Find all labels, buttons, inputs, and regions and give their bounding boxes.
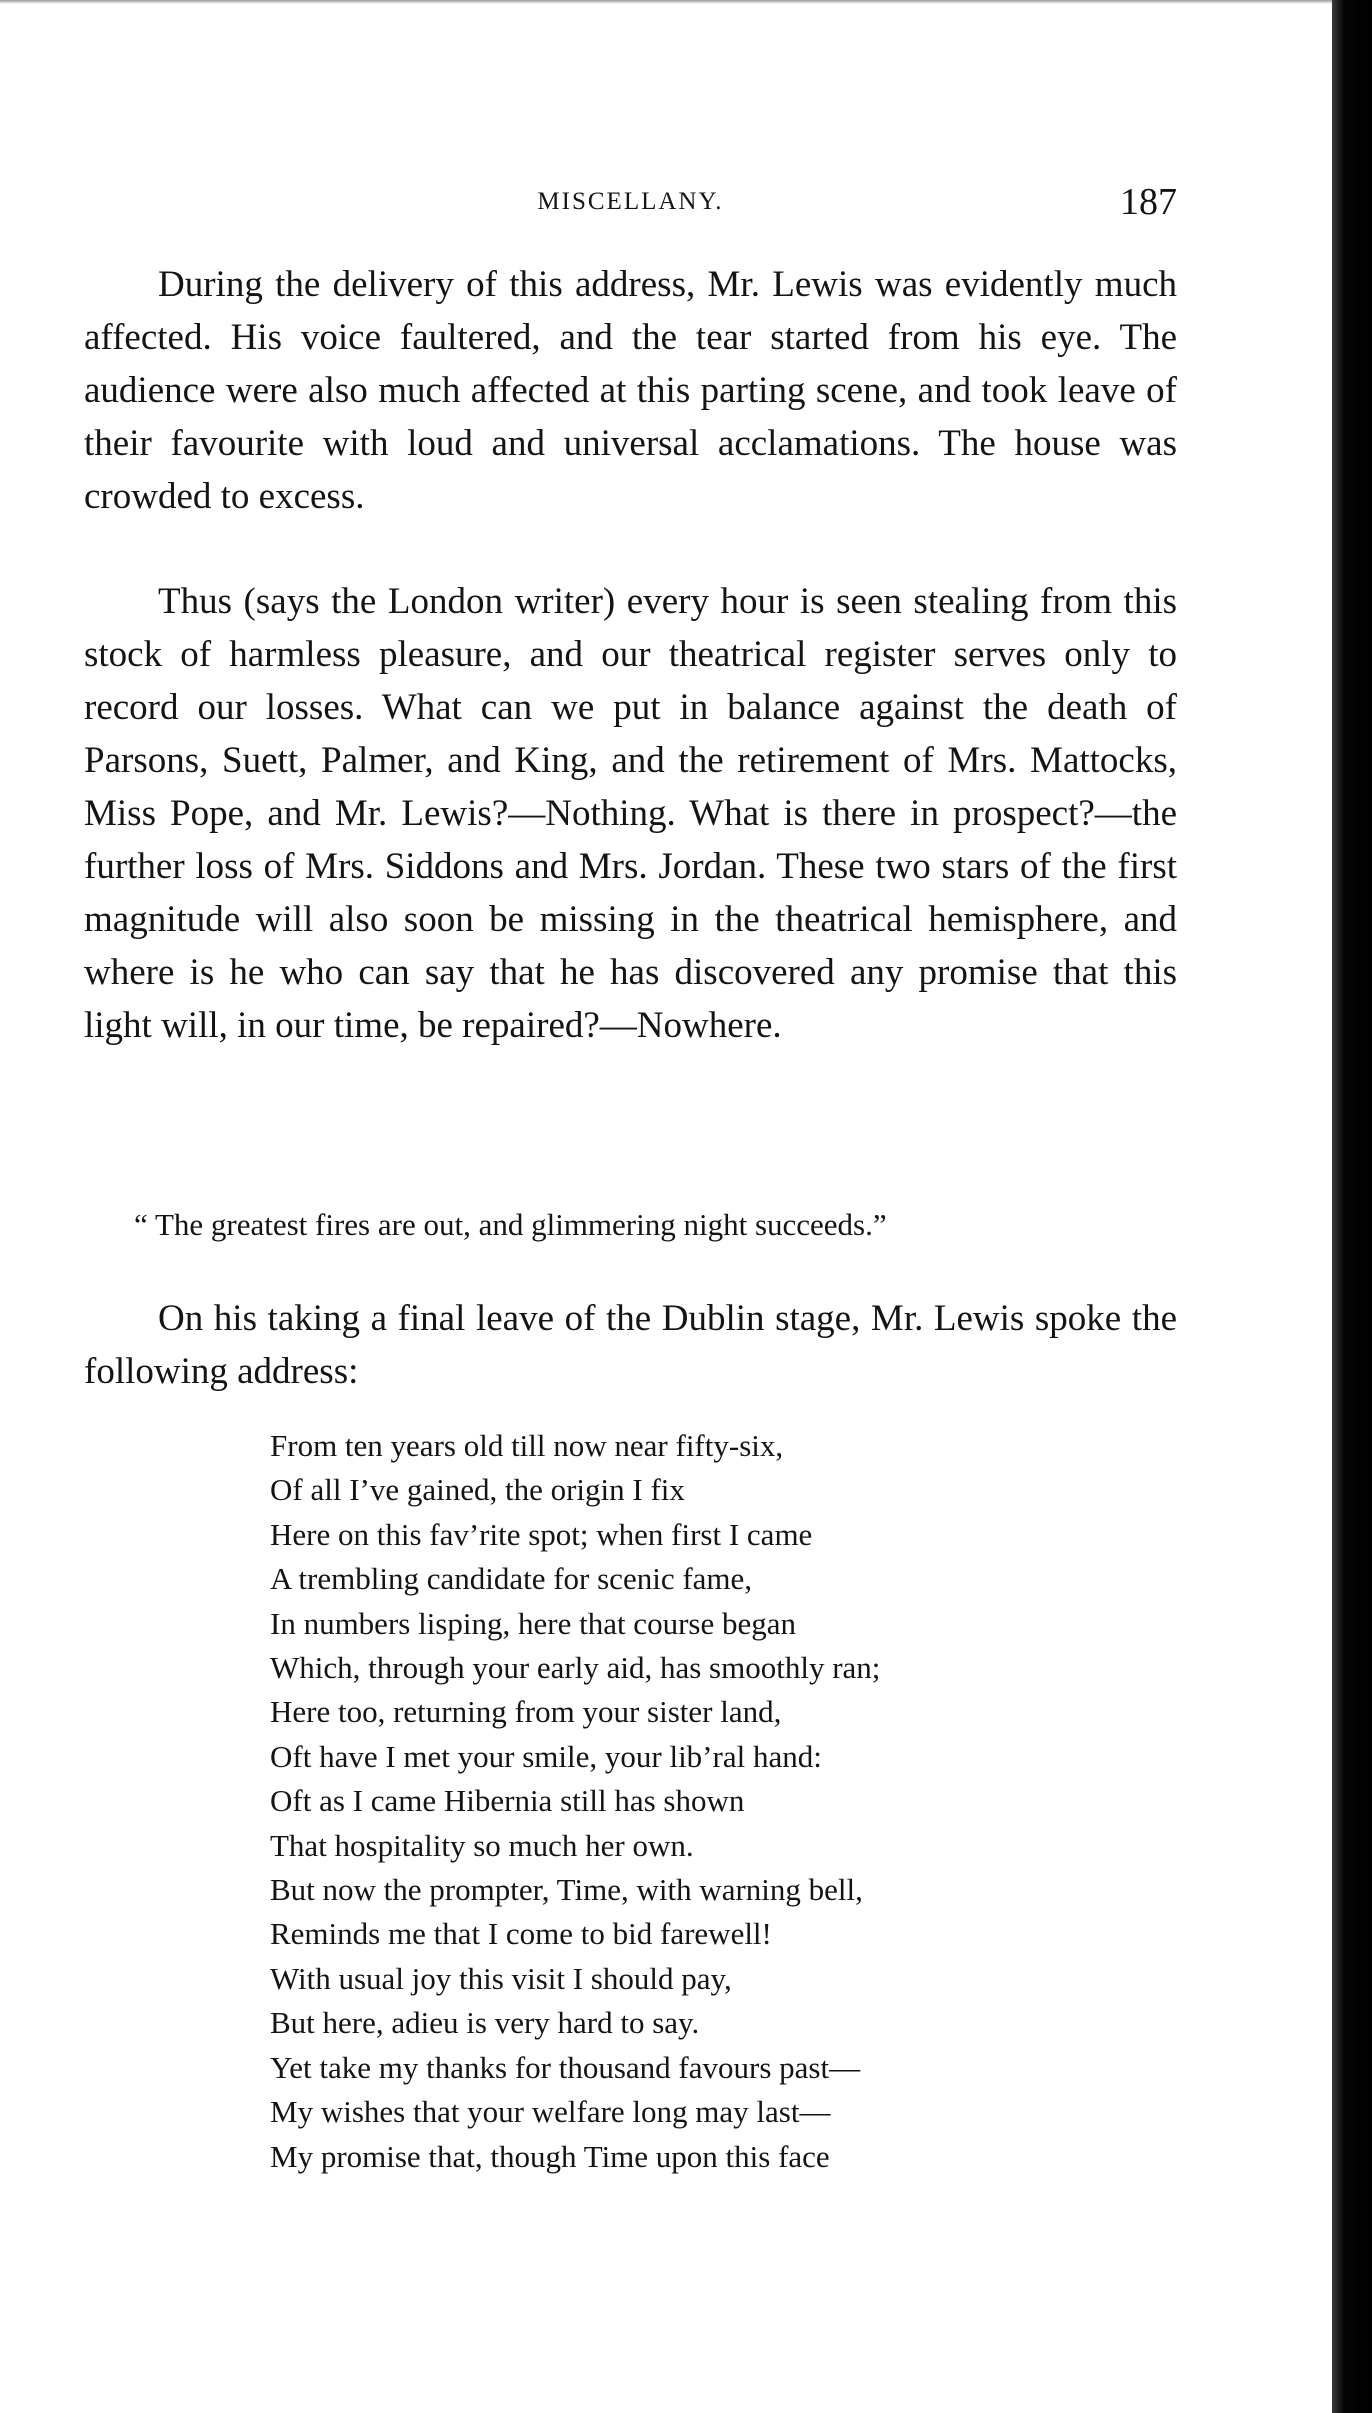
poem-line: Yet take my thanks for thousand favours past— — [270, 2049, 861, 2085]
poem-line: From ten years old till now near fifty-six, — [270, 1428, 784, 1463]
poem-line: Reminds me that I come to bid farewell! — [270, 1916, 772, 1952]
poem-line: My wishes that your welfare long may last— — [270, 2094, 831, 2130]
running-title: MISCELLANY. — [537, 188, 724, 215]
poem-line: But now the prompter, Time, with warning bell, — [270, 1872, 863, 1908]
page-spine-shadow — [1332, 0, 1372, 2413]
page-number: 187 — [1120, 181, 1177, 223]
poem-line: Here on this fav’rite spot; when first I came — [270, 1516, 813, 1552]
farewell-poem — [270, 1424, 1130, 2179]
poem-line: Oft as I came Hibernia still has shown — [270, 1783, 745, 1819]
poem-line: Here too, returning from your sister land, — [270, 1694, 782, 1730]
poem-line: With usual joy this visit I should pay, — [270, 1960, 732, 1996]
paragraph-text: During the delivery of this address, Mr. Lewis was evidently much affected. His voice faultered, and the tear started from his eye. The audience were also much affected at this parting scene, and took leave of their favourite with loud and universal acclamations. The house was crowded to excess. — [84, 264, 1177, 517]
paragraph-text: Thus (says the London writer) every hour is seen stealing from this stock of harmless pleasure, and our theatrical register serves only to record our losses. What can we put in balance against the death of Parsons, Suett, Palmer, and King, and the retirement of Mrs. Mattocks, Miss Pope, and Mr. Lewis?—Nothing. What is there in prospect?—the further loss of Mrs. Siddons and Mrs. Jordan. These two stars of the first magnitude will also soon be missing in the theatrical hemisphere, and where is he who can say that he has discovered any promise that this light will, in our time, be repaired?—Nowhere. — [84, 581, 1177, 1046]
paragraph-dublin-intro — [84, 1292, 1177, 1398]
paragraph-text: On his taking a final leave of the Dublin stage, Mr. Lewis spoke the following address: — [84, 1298, 1177, 1392]
paragraph-delivery — [84, 258, 1177, 523]
page-header — [84, 180, 1177, 230]
quotation: “ The greatest fires are out, and glimmering night succeeds.” — [134, 1207, 887, 1242]
poem-line: That hospitality so much her own. — [270, 1827, 694, 1863]
poem-line: In numbers lisping, here that course began — [270, 1605, 796, 1641]
poem-line: Which, through your early aid, has smoothly ran; — [270, 1650, 881, 1686]
paragraph-london-writer — [84, 575, 1177, 1052]
poem-line: Of all I’ve gained, the origin I fix — [270, 1472, 685, 1508]
poem-line: But here, adieu is very hard to say. — [270, 2005, 700, 2041]
poem-line: A trembling candidate for scenic fame, — [270, 1561, 753, 1597]
poem-line: Oft have I met your smile, your lib’ral hand: — [270, 1738, 822, 1774]
page-top-edge — [0, 0, 1372, 4]
poem-line: My promise that, though Time upon this face — [270, 2138, 830, 2174]
